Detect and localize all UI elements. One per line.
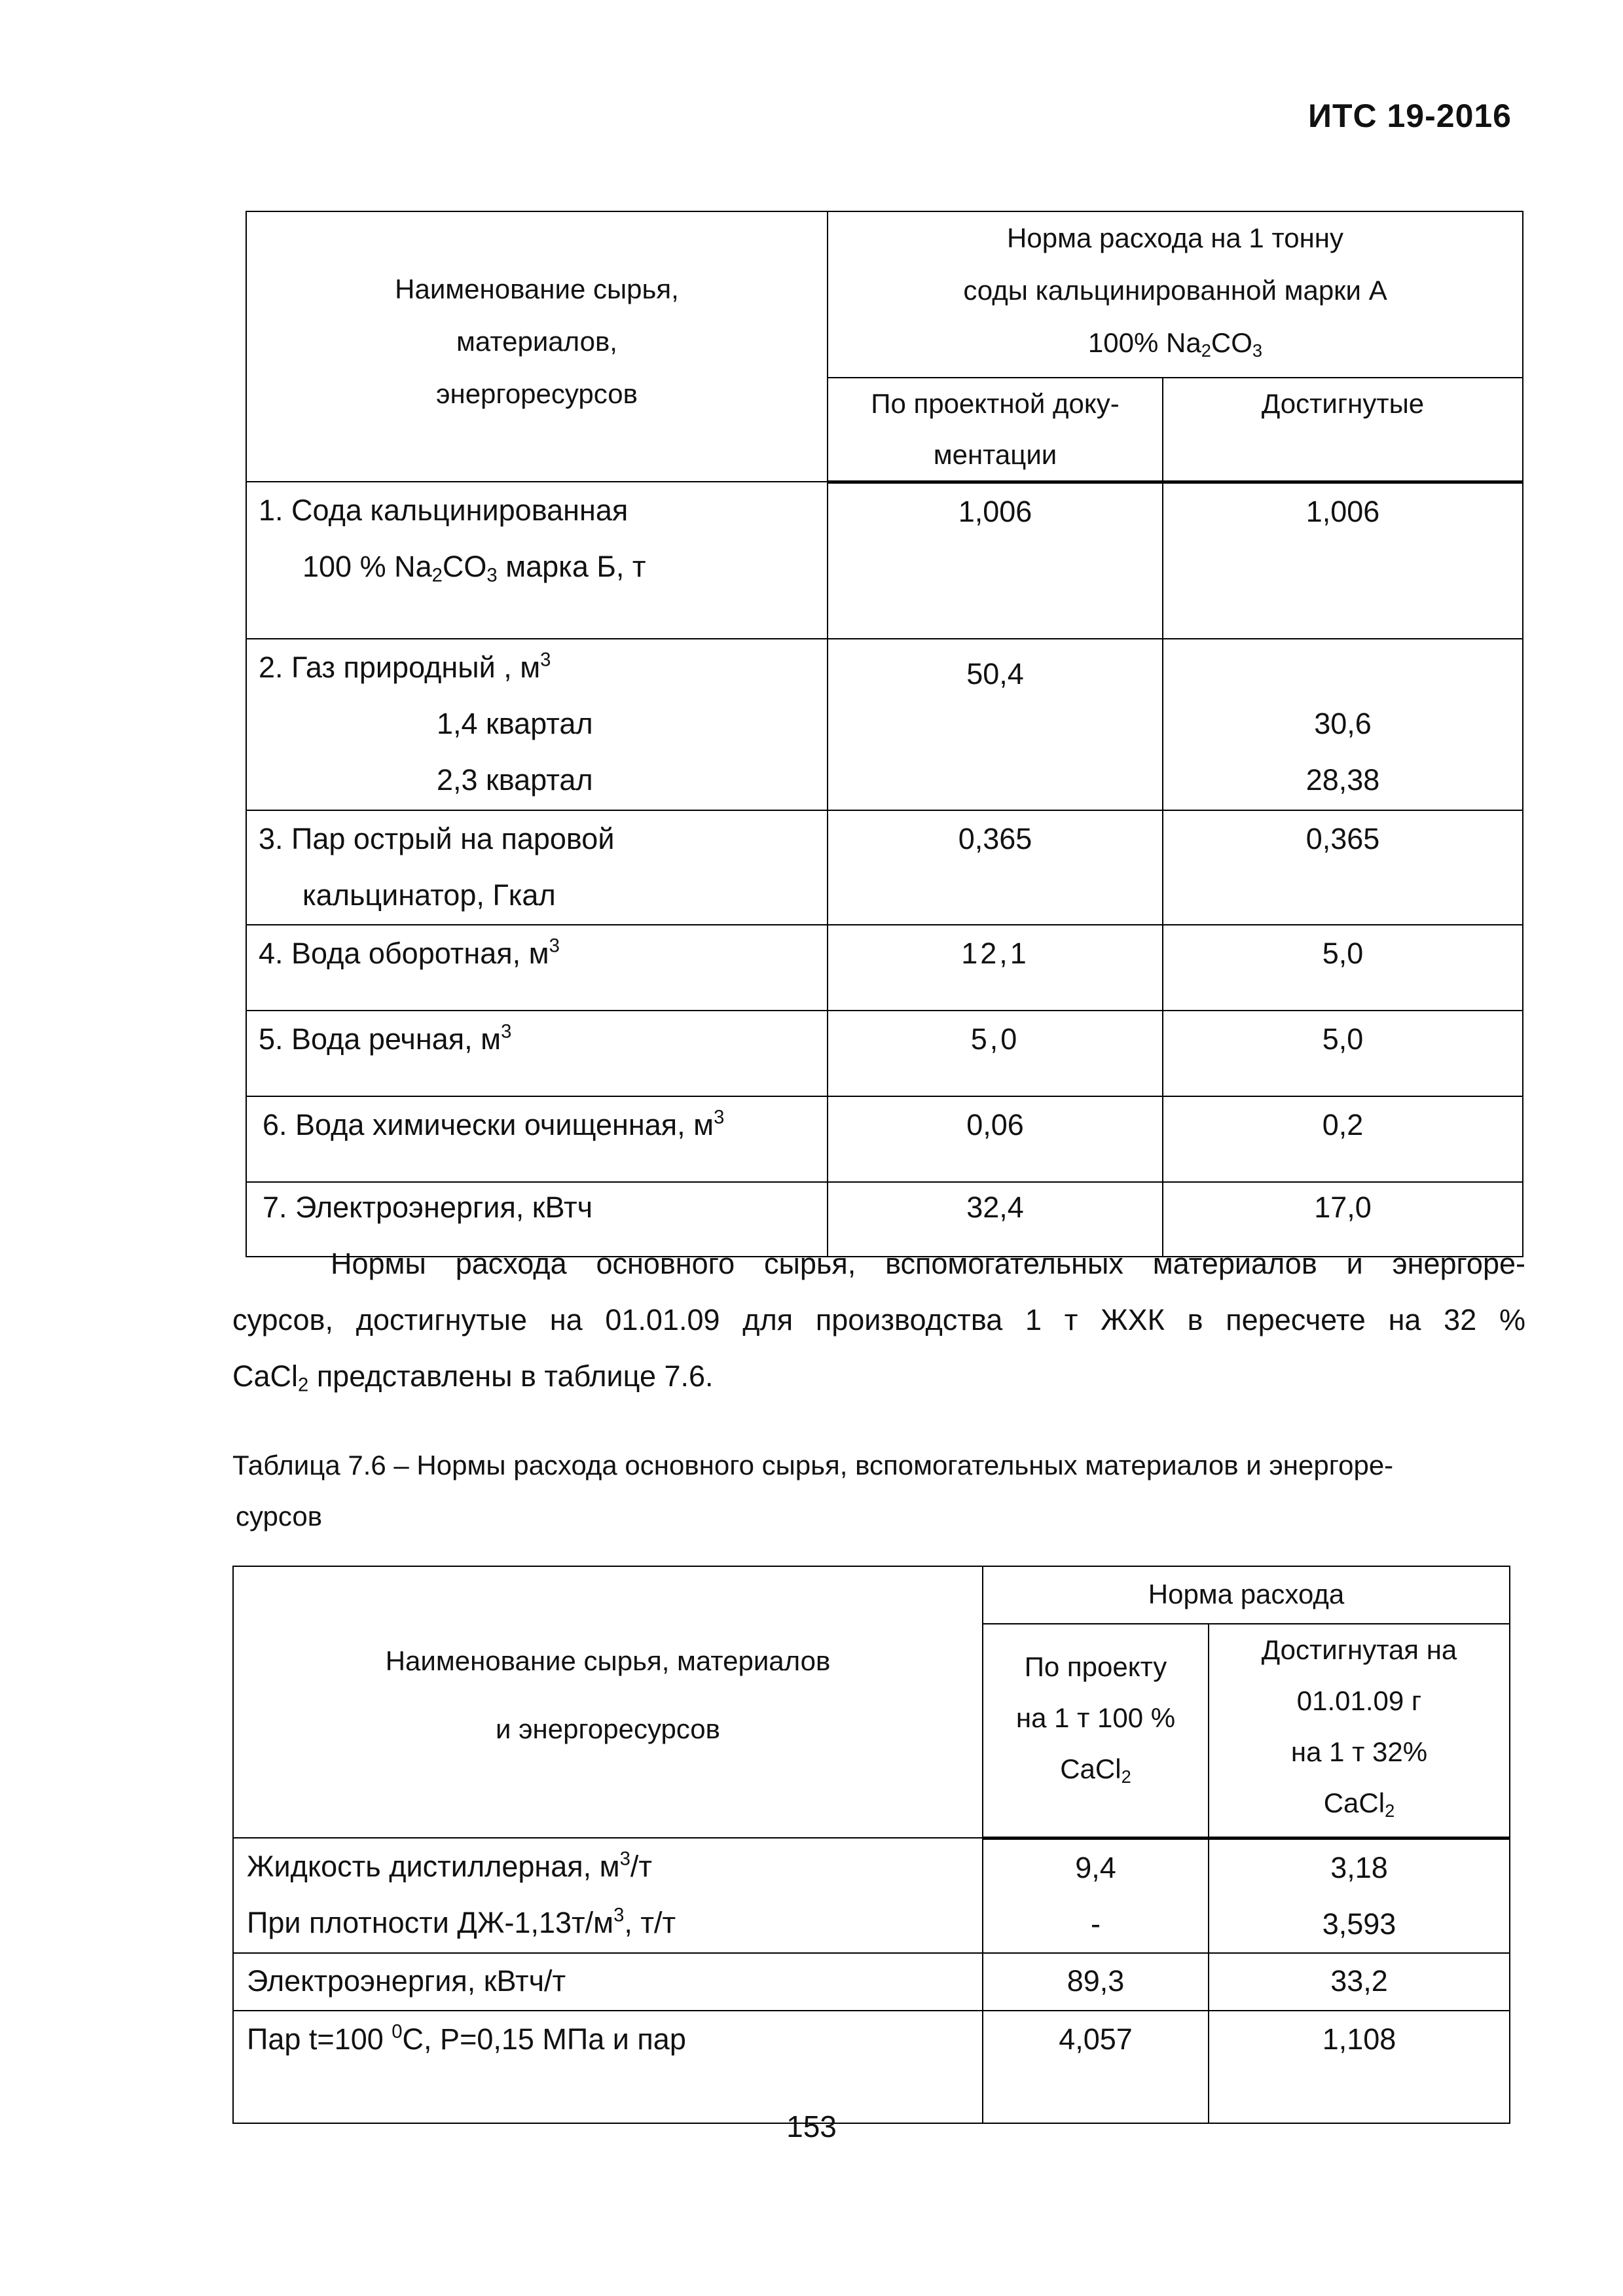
row-achieved-value: 1,006: [1163, 482, 1523, 639]
row-project-value: 5,0: [828, 1011, 1163, 1096]
row-project-value: 0,365: [828, 810, 1163, 925]
row-achieved-value: 5,0: [1163, 1011, 1523, 1096]
table-caption: [232, 1440, 1525, 1542]
header-text: CaCl$_2$: [1323, 1787, 1395, 1821]
header-text: соды кальцинированной марки А: [963, 275, 1387, 306]
row-project-value: 12,1: [828, 925, 1163, 1011]
header-text: 100% $Na_2CO_3$: [1087, 327, 1263, 361]
header-text: 01.01.09 г: [1296, 1685, 1422, 1716]
row-name: [246, 810, 828, 925]
cell-text: 2,3 квартал: [437, 763, 593, 797]
header-material-name: [246, 211, 828, 482]
table-row: [233, 1838, 1510, 1953]
row-achieved-value: 1,108: [1209, 2011, 1510, 2123]
row-achieved-value: 0,2: [1163, 1096, 1523, 1182]
row-project-value: 50,4: [828, 639, 1163, 810]
header-text: материалов,: [456, 326, 617, 357]
row-achieved-value: 30,6 28,38: [1163, 639, 1523, 810]
header-project: [828, 378, 1163, 482]
cell-text: кальцинатор, Гкал: [302, 878, 556, 912]
row-achieved-value: 0,365: [1163, 810, 1523, 925]
header-text: По проекту: [1024, 1651, 1167, 1682]
cell-text: Жидкость дистиллерная, $м^3/т$: [247, 1848, 653, 1884]
cell-text: 3. Пар острый на паровой: [259, 822, 615, 856]
cell-text: Пар t=100 $^0$С, Р=0,15 МПа и пар: [247, 2021, 686, 2056]
header-text: Достигнутые: [1261, 387, 1425, 419]
row-name: [233, 2011, 983, 2123]
cell-text: 1. Сода кальцинированная: [259, 493, 629, 528]
row-project-value: 0,06: [828, 1096, 1163, 1182]
consumption-table-soda: [246, 211, 1523, 1257]
table-row: [246, 639, 1523, 810]
row-name: [233, 1953, 983, 2011]
row-name: [246, 639, 828, 810]
table-row: [233, 2011, 1510, 2123]
caption-line: сурсов: [236, 1501, 323, 1532]
table-row: [246, 925, 1523, 1011]
row-name: [246, 1011, 828, 1096]
row-name: [246, 925, 828, 1011]
header-text: ментации: [933, 439, 1057, 470]
header-norm: [828, 211, 1523, 378]
table-row: [246, 482, 1523, 639]
cell-text: 2. Газ природный , $м^3$: [259, 649, 551, 685]
header-norm: [983, 1566, 1510, 1624]
paragraph-line: сурсов, достигнутые на 01.01.09 для производства 1 т ЖХК в пересчете на 32 %: [232, 1303, 1525, 1336]
header-text: Наименование сырья, материалов: [385, 1645, 831, 1676]
table-row: [233, 1953, 1510, 2011]
row-project-value: 32,4: [828, 1182, 1163, 1257]
header-project: [983, 1624, 1209, 1838]
paragraph-line: Нормы расхода основного сырья, вспомогательных материалов и энергоре-: [331, 1247, 1525, 1280]
header-text: энергоресурсов: [436, 378, 638, 409]
table-row: [246, 810, 1523, 925]
row-name: [246, 482, 828, 639]
header-achieved: [1163, 378, 1523, 482]
row-project-value: 9,4 -: [983, 1838, 1209, 1953]
header-achieved: [1209, 1624, 1510, 1838]
header-material-name: [233, 1566, 983, 1838]
caption-line: Таблица 7.6 – Нормы расхода основного сырья, вспомогательных материалов и энергоре-: [232, 1450, 1394, 1480]
paragraph-line: CaCl$_2$ представлены в таблице 7.6.: [232, 1359, 714, 1396]
cell-text: 7. Электроэнергия, кВтч: [263, 1191, 593, 1225]
header-text: CaCl$_2$: [1060, 1753, 1131, 1787]
cell-text: 5. Вода речная, $м^3$: [259, 1021, 512, 1056]
header-text: на 1 т 32%: [1290, 1736, 1428, 1767]
cell-text: При плотности $ДЖ-1,13т/м^3$, т/т: [247, 1905, 676, 1940]
page-number: 153: [786, 2109, 837, 2144]
row-project-value: 4,057: [983, 2011, 1209, 2123]
header-text: Наименование сырья,: [395, 274, 679, 304]
row-name: [246, 1096, 828, 1182]
cell-text: 100 % $Na_2CO_3$ марка Б, т: [302, 550, 646, 586]
row-achieved-value: 33,2: [1209, 1953, 1510, 2011]
header-text: Достигнутая на: [1261, 1634, 1457, 1665]
table-row: [246, 1096, 1523, 1182]
cell-text: 4. Вода оборотная, $м^3$: [259, 935, 560, 971]
header-text: на 1 т 100 %: [1015, 1702, 1176, 1733]
header-text: Норма расхода на 1 тонну: [1007, 223, 1343, 253]
cell-text: Электроэнергия, кВтч/т: [247, 1964, 566, 1998]
table-row: [246, 1011, 1523, 1096]
row-achieved-value: 17,0: [1163, 1182, 1523, 1257]
header-text: По проектной доку-: [871, 387, 1120, 419]
cell-text: 6. Вода химически очищенная, $м^3$: [263, 1107, 725, 1142]
row-project-value: 89,3: [983, 1953, 1209, 2011]
consumption-table-cacl2: [232, 1566, 1510, 2124]
body-paragraph: [232, 1236, 1525, 1413]
row-achieved-value: 3,18 3,593: [1209, 1838, 1510, 1953]
header-text: Норма расхода: [1148, 1579, 1345, 1609]
header-text: и энергоресурсов: [496, 1713, 720, 1744]
row-name: [233, 1838, 983, 1953]
cell-text: 1,4 квартал: [437, 707, 593, 741]
document-code: ИТС 19-2016: [1308, 98, 1512, 134]
row-project-value: 1,006: [828, 482, 1163, 639]
row-achieved-value: 5,0: [1163, 925, 1523, 1011]
